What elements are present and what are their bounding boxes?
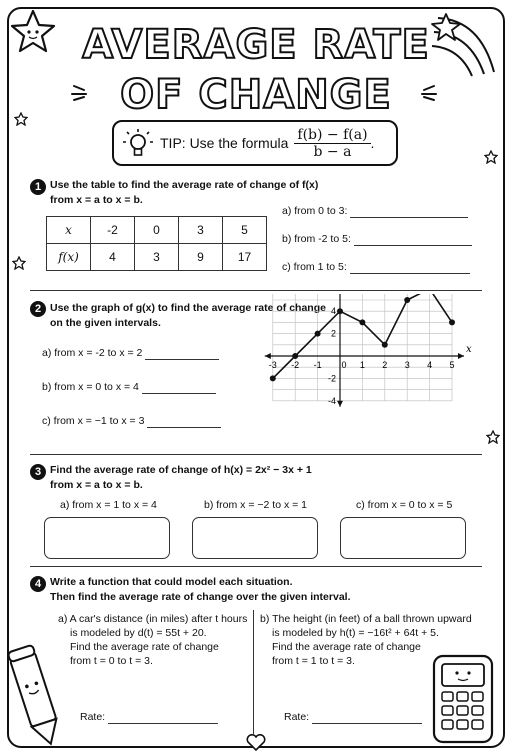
y-tick-label: 4	[330, 306, 336, 317]
x-tick-label: 5	[449, 360, 455, 370]
data-point	[292, 353, 298, 359]
rate-a: Rate:	[80, 710, 218, 724]
divider	[30, 290, 482, 291]
q4a-line: a) A car's distance (in miles) after t hours	[58, 613, 248, 625]
q4b-line: is modeled by h(t) = −16t² + 64t + 5.	[272, 627, 439, 639]
q1-part-c: c) from 1 to 5:	[282, 260, 470, 274]
table-cell: f(x)	[47, 244, 91, 271]
rate-b: Rate:	[284, 710, 422, 724]
q3-line2: from x = a to x = b.	[50, 479, 143, 491]
formula	[294, 127, 370, 160]
x-axis-label: x	[466, 344, 472, 355]
table-header: 0	[135, 217, 179, 244]
q4-line2: Then find the average rate of change over the given interval.	[50, 591, 351, 603]
q2-line1: Use the graph of g(x) to find the average rate of change	[50, 302, 326, 314]
small-star-icon	[12, 256, 26, 270]
divider	[30, 566, 482, 567]
calculator-icon	[428, 652, 498, 746]
table-header: 5	[223, 217, 267, 244]
question-number: 3	[30, 464, 46, 480]
q4a-line: from t = 0 to t = 3.	[70, 655, 153, 667]
tip-text: Use the formula	[189, 135, 289, 151]
answer-box[interactable]	[192, 517, 318, 559]
answer-line[interactable]	[108, 723, 218, 724]
q4b-line: from t = 1 to t = 3.	[272, 655, 355, 667]
q2-part-a: a) from x = -2 to x = 2	[42, 346, 219, 360]
question-number: 1	[30, 179, 46, 195]
y-tick-label: -2	[327, 373, 336, 384]
q2-part-b: b) from x = 0 to x = 4	[42, 380, 216, 394]
data-point	[315, 331, 321, 337]
q1-line2: from x = a to x = b.	[50, 194, 143, 206]
column-divider	[253, 610, 254, 735]
table-cell: 9	[179, 244, 223, 271]
answer-box[interactable]	[44, 517, 170, 559]
tip-box	[112, 120, 398, 166]
answer-box[interactable]	[340, 517, 466, 559]
page-title-line1: AVERAGE RATE	[82, 22, 430, 68]
q4a-line: is modeled by d(t) = 55t + 20.	[70, 627, 207, 639]
page-title-line2: OF CHANGE	[120, 72, 392, 118]
function-table	[46, 216, 267, 271]
q1-part-a: a) from 0 to 3:	[282, 204, 468, 218]
data-point	[337, 308, 343, 314]
table-header: 3	[179, 217, 223, 244]
data-point	[382, 342, 388, 348]
answer-line[interactable]	[350, 217, 468, 218]
q1-line1: Use the table to find the average rate of change of f(x)	[50, 179, 319, 191]
formula-denominator: b − a	[313, 143, 352, 160]
q4b-line: Find the average rate of change	[272, 641, 421, 653]
table-cell: 17	[223, 244, 267, 271]
q4a-line: Find the average rate of change	[70, 641, 219, 653]
lightbulb-icon	[122, 129, 154, 161]
small-star-icon	[484, 150, 498, 164]
x-tick-label: 4	[427, 360, 433, 370]
y-tick-label: 2	[330, 328, 336, 339]
x-tick-label: 0	[341, 360, 347, 370]
answer-line[interactable]	[354, 245, 472, 246]
tip-label: TIP:	[160, 135, 186, 151]
data-point	[270, 375, 276, 381]
q1-part-b: b) from -2 to 5:	[282, 232, 472, 246]
q3-part-a: a) from x = 1 to x = 4	[60, 499, 157, 511]
table-cell: 4	[91, 244, 135, 271]
x-tick-label: 3	[404, 360, 410, 370]
q4b-line: b) The height (in feet) of a ball thrown upward	[260, 613, 472, 625]
small-star-icon	[486, 430, 500, 444]
heart-icon	[246, 734, 266, 752]
x-tick-label: -2	[291, 360, 300, 370]
answer-line[interactable]	[350, 273, 470, 274]
divider	[30, 454, 482, 455]
table-header: x	[47, 217, 91, 244]
q2-part-c: c) from x = −1 to x = 3	[42, 414, 221, 428]
data-point	[359, 319, 365, 325]
x-tick-label: -1	[313, 360, 322, 370]
tip-end: .	[370, 135, 375, 151]
q4-line1: Write a function that could model each situation.	[50, 576, 293, 588]
x-tick-label: 1	[359, 360, 365, 370]
coordinate-graph	[262, 294, 484, 454]
answer-line[interactable]	[147, 427, 221, 428]
q2-line2: on the given intervals.	[50, 317, 161, 329]
data-point	[449, 319, 455, 325]
q3-line1: Find the average rate of change of h(x) = 2x² − 3x + 1	[50, 464, 312, 476]
formula-numerator: f(b) − f(a)	[294, 127, 370, 144]
table-header: -2	[91, 217, 135, 244]
answer-line[interactable]	[142, 393, 216, 394]
pencil-icon	[6, 640, 66, 750]
x-tick-label: -3	[268, 360, 277, 370]
y-tick-label: -4	[327, 395, 336, 406]
question-number: 4	[30, 576, 46, 592]
q3-part-b: b) from x = −2 to x = 1	[204, 499, 308, 511]
data-point	[404, 297, 410, 303]
q3-part-c: c) from x = 0 to x = 5	[356, 499, 453, 511]
answer-line[interactable]	[312, 723, 422, 724]
answer-line[interactable]	[145, 359, 219, 360]
table-cell: 3	[135, 244, 179, 271]
x-tick-label: 2	[382, 360, 388, 370]
question-number: 2	[30, 301, 46, 317]
